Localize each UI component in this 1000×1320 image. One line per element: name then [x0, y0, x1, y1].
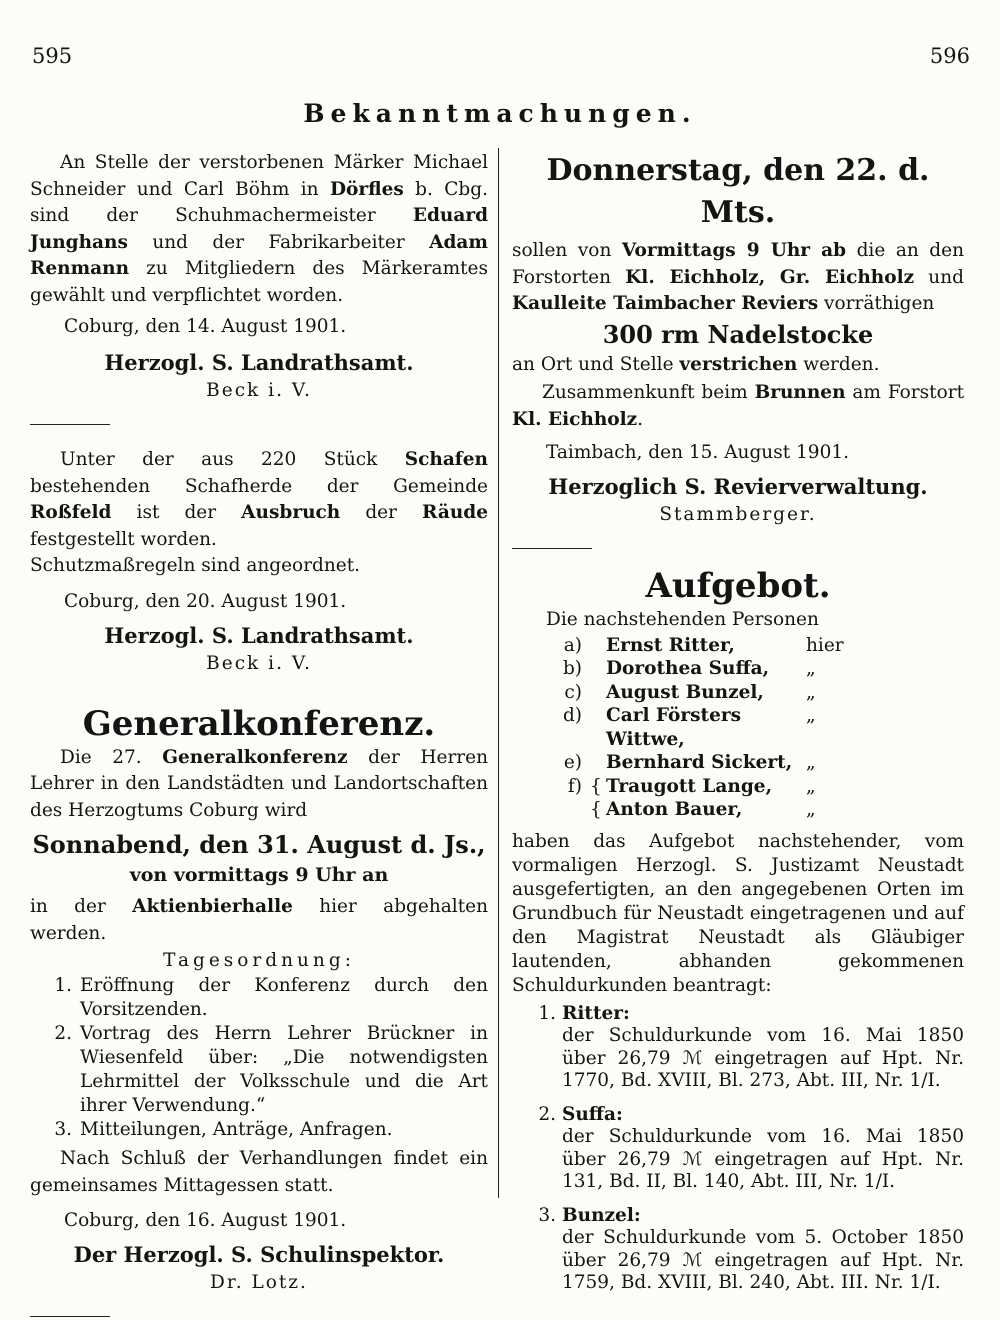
- agenda-title: Tagesordnung:: [163, 950, 355, 971]
- person-residence: „: [806, 681, 816, 703]
- separator: [512, 548, 592, 549]
- claim-detail: der Schuldurkunde vom 16. Mai 1850 über 26,79 ℳ eingetragen auf Hpt. Nr. 1770, Bd. XVIII, Bl. 273, Abt. III, Nr. 1/I.: [562, 1025, 964, 1091]
- event-time: Vormittags 9 Uhr ab: [621, 240, 847, 261]
- claim-head: [512, 1204, 964, 1228]
- agenda-number: 1.: [54, 975, 72, 996]
- notice-maerker: [30, 150, 488, 404]
- event-time: von vormittags 9 Uhr an: [129, 864, 389, 886]
- keyword: Schafen: [404, 449, 488, 470]
- notice-aufgebot: [512, 565, 964, 1295]
- text: An Stelle der verstorbenen Märker Michael Schneider und Carl Böhm in: [30, 152, 488, 200]
- person-residence: „: [806, 775, 816, 797]
- claim-number: 2.: [538, 1103, 556, 1125]
- amount: 300 rm Nadelstocke: [602, 319, 874, 349]
- text: bestehenden Schafherde der Gemeinde: [30, 475, 488, 497]
- venue-line: [30, 894, 488, 947]
- notice-generalkonferenz: [30, 703, 488, 1318]
- place-name: Dörfles: [329, 178, 404, 200]
- keyword: Räude: [422, 502, 488, 523]
- person-marker: a): [563, 634, 582, 656]
- person-name: August Bunzel,: [606, 681, 764, 703]
- text: vorräthigen: [818, 293, 935, 314]
- signer-name: Beck i. V.: [206, 380, 312, 401]
- brace-glyph: [590, 751, 606, 775]
- right-column: [512, 150, 964, 1295]
- person-name: Anton Bauer,: [606, 799, 743, 820]
- agenda-text: Mitteilungen, Anträge, Anfragen.: [80, 1119, 393, 1140]
- person-row: [512, 751, 964, 775]
- page-header: Bekanntmachungen.: [303, 99, 697, 128]
- place-name: Kl. Eichholz: [512, 408, 638, 430]
- event-date: Donnerstag, den 22. d. Mts.: [546, 153, 930, 230]
- brace-glyph: [590, 634, 606, 658]
- person-residence: „: [806, 658, 816, 679]
- keyword: Generalkonferenz: [162, 746, 348, 768]
- claim-label: Bunzel:: [562, 1204, 641, 1226]
- agenda-list: [30, 974, 488, 1142]
- notice-body-2: Schutzmaßregeln sind angeordnet.: [30, 555, 361, 576]
- text: an Ort und Stelle: [512, 353, 680, 375]
- person-row: [512, 798, 964, 822]
- notice-body: [30, 150, 488, 309]
- claim-detail: der Schuldurkunde vom 16. Mai 1850 über 26,79 ℳ eingetragen auf Hpt. Nr. 131, Bd. II, Bl. 140, Abt. III, Nr. 1/I.: [562, 1126, 964, 1192]
- claims-list: [512, 1002, 964, 1295]
- text: zu Mitgliedern des Märkeramtes gewählt und verpflichtet worden.: [30, 258, 488, 306]
- claim-entry: [512, 1103, 964, 1194]
- text: ist der: [111, 502, 242, 523]
- person-row: [512, 775, 964, 799]
- person-marker: [512, 798, 590, 822]
- notice-body: [512, 238, 964, 318]
- text: Unter der aus 220 Stück: [60, 449, 405, 470]
- signer-name: Stammberger.: [659, 504, 817, 525]
- text: und der Fabrikarbeiter: [127, 231, 430, 253]
- agenda-number: 3.: [54, 1119, 72, 1140]
- person-marker: f): [567, 775, 582, 797]
- meeting-point: [512, 380, 964, 433]
- text: und: [914, 266, 964, 288]
- agenda-text: Vortrag des Herrn Lehrer Brückner in Wiesenfeld über: „Die notwendigsten Lehrmittel der Volksschule und die Art ihrer Verwendung.“: [80, 1023, 488, 1116]
- agenda-text: Eröffnung der Konferenz durch den Vorsitzenden.: [80, 975, 488, 1020]
- column-divider: [498, 148, 499, 1198]
- place-name: Kaulleite Taimbacher Reviers: [512, 293, 819, 314]
- text: in der: [30, 896, 133, 917]
- person-name: Ernst Ritter,: [606, 634, 735, 656]
- brace-glyph: {: [590, 799, 602, 820]
- agenda-number: 2.: [54, 1023, 72, 1044]
- text: b. Cbg. sind der Schuhmachermeister: [30, 178, 488, 226]
- left-column: [30, 150, 488, 1317]
- page-number-right: 596: [929, 44, 970, 68]
- person-row: [512, 634, 964, 658]
- claim-entry: [512, 1002, 964, 1093]
- text: Zusammenkunft beim: [542, 382, 755, 403]
- person-residence: „: [806, 705, 816, 726]
- text: am Forstort: [845, 382, 964, 403]
- notice-heading: Aufgebot.: [645, 566, 831, 606]
- person-marker: e): [563, 752, 582, 773]
- agenda-item: [30, 974, 488, 1022]
- intro-line: Die nachstehenden Personen: [546, 609, 819, 630]
- closing-note: Nach Schluß der Verhandlungen findet ein gemeinsames Mittagessen statt.: [30, 1148, 488, 1196]
- text: hier abgehalten werden.: [30, 896, 488, 944]
- person-list: [512, 634, 964, 822]
- person-name: Traugott Lange,: [606, 775, 773, 797]
- separator: [30, 424, 110, 425]
- notice-raeude: [30, 447, 488, 677]
- separator: [30, 1316, 110, 1317]
- signer-name: Beck i. V.: [206, 652, 312, 674]
- text: Die 27.: [60, 746, 163, 768]
- claim-number: 3.: [538, 1204, 556, 1226]
- page-number-left: 595: [32, 44, 73, 68]
- claim-detail: der Schuldurkunde vom 5. October 1850 über 26,79 ℳ eingetragen auf Hpt. Nr. 1759, Bd. XVIII, Bl. 240, Abt. III. Nr. 1/I.: [562, 1227, 964, 1293]
- claim-head: [512, 1103, 964, 1127]
- claim-head: [512, 1002, 964, 1026]
- person-name: Bernhard Sickert,: [606, 752, 793, 773]
- brace-glyph: {: [590, 775, 602, 797]
- text: der Herren Lehrer in den Landstädten und Landortschaften des Herzogtums Coburg wird: [30, 746, 488, 821]
- person-name: Carl Försters Wittwe,: [606, 705, 742, 750]
- date-line: Taimbach, den 15. August 1901.: [546, 442, 849, 463]
- signer-name: Dr. Lotz.: [210, 1272, 308, 1293]
- person-residence: hier: [806, 634, 844, 656]
- venue-name: Aktienbierhalle: [132, 896, 293, 917]
- notice-body: haben das Aufgebot nachstehender, vom vormaligen Herzogl. S. Justizamt Neustadt ausgefertigten, an den angegebenen Orten im Grundbuch für Neustadt eingetragenen und auf den Magistrat Neustadt als Gläubiger lautenden, abhanden gekommenen Schuldurkunden beantragt:: [512, 830, 964, 996]
- notice-body: [30, 447, 488, 553]
- office-name: Herzoglich S. Revierverwaltung.: [548, 474, 928, 499]
- claim-entry: [512, 1204, 964, 1295]
- person-marker: b): [562, 658, 582, 679]
- text: werden.: [797, 353, 880, 375]
- notice-heading: Generalkonferenz.: [82, 703, 436, 744]
- date-line: Coburg, den 14. August 1901.: [64, 316, 347, 337]
- person-residence: „: [806, 752, 816, 773]
- date-line: Coburg, den 20. August 1901.: [64, 590, 347, 612]
- person-marker: d): [562, 705, 582, 726]
- office-name: Herzogl. S. Landrathsamt.: [104, 350, 414, 375]
- text: der: [340, 502, 423, 523]
- person-marker: c): [564, 681, 582, 703]
- claim-label: Suffa:: [562, 1103, 623, 1125]
- agenda-item: [30, 1022, 488, 1118]
- text: die an den Forstorten: [512, 240, 965, 288]
- brace-glyph: [590, 704, 606, 751]
- person-name: Dorothea Suffa,: [606, 658, 770, 679]
- claim-number: 1.: [538, 1002, 556, 1024]
- brace-glyph: [590, 681, 606, 705]
- person-row: [512, 704, 964, 751]
- text: sollen von: [512, 240, 622, 261]
- keyword: Ausbruch: [241, 502, 341, 523]
- person-row: [512, 681, 964, 705]
- claim-label: Ritter:: [562, 1002, 630, 1024]
- notice-body-2: [512, 352, 964, 379]
- person-residence: „: [806, 799, 816, 820]
- person-name: Eduard Junghans: [30, 205, 488, 253]
- place-name: Brunnen: [754, 382, 846, 403]
- event-date: Sonnabend, den 31. August d. Js.,: [32, 830, 486, 859]
- agenda-item: [30, 1118, 488, 1142]
- brace-glyph: [590, 657, 606, 681]
- date-line: Coburg, den 16. August 1901.: [64, 1210, 347, 1231]
- notice-body: [30, 745, 488, 825]
- keyword: verstrichen: [679, 353, 798, 375]
- person-name: Adam Renmann: [30, 231, 488, 279]
- place-name: Roßfeld: [30, 502, 112, 523]
- text: .: [637, 408, 644, 430]
- place-name: Kl. Eichholz, Gr. Eichholz: [625, 266, 915, 288]
- notice-holzversteigerung: [512, 150, 964, 528]
- office-name: Der Herzogl. S. Schulinspektor.: [73, 1242, 445, 1267]
- text: festgestellt worden.: [30, 528, 217, 550]
- person-row: [512, 657, 964, 681]
- office-name: Herzogl. S. Landrathsamt.: [104, 622, 414, 648]
